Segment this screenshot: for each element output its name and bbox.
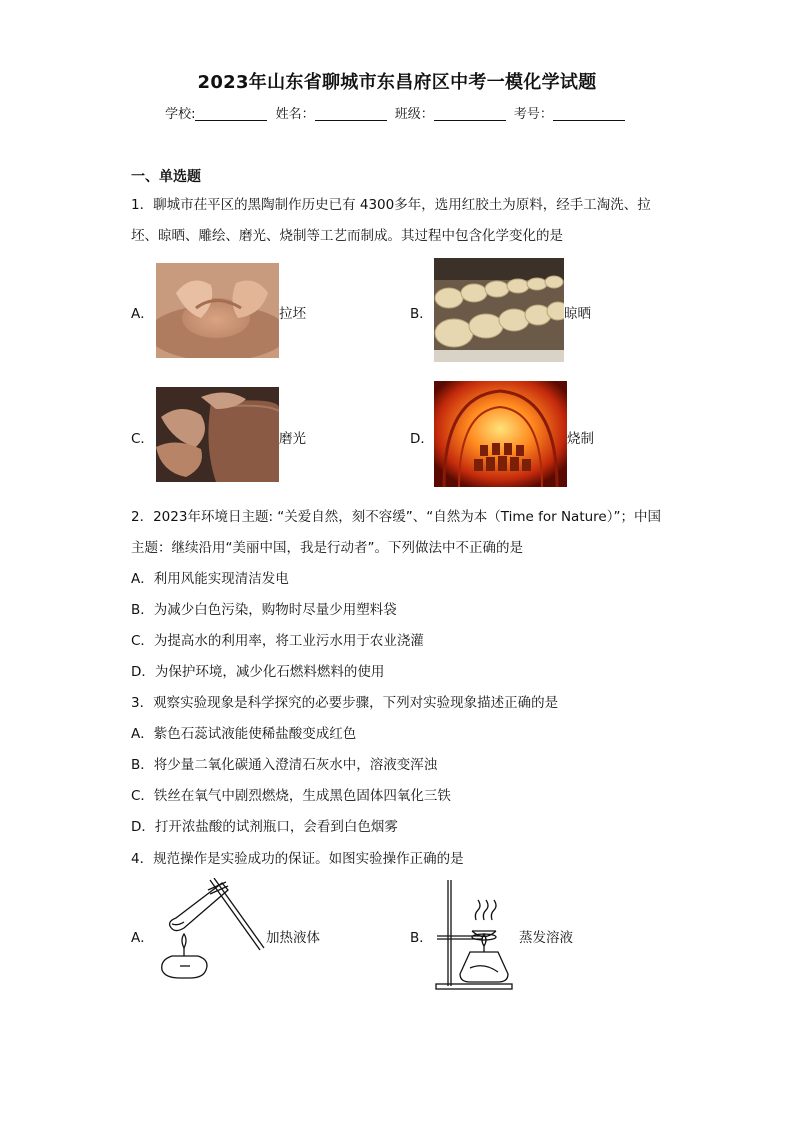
kiln-firing-image bbox=[434, 381, 567, 487]
q4-option-b-label: 蒸发溶液 bbox=[519, 930, 573, 946]
pottery-throwing-image bbox=[156, 263, 279, 358]
q3-option-c[interactable]: C．铁丝在氧气中剧烈燃烧，生成黑色固体四氧化三铁 bbox=[131, 788, 451, 804]
name-label: 姓名： bbox=[275, 107, 315, 122]
polishing-pot-image bbox=[156, 387, 279, 482]
exam-number-label: 考号： bbox=[513, 107, 553, 122]
student-info-line bbox=[0, 103, 794, 122]
q4-stem: 4．规范操作是实验成功的保证。如图实验操作正确的是 bbox=[131, 851, 464, 867]
q2-option-a[interactable]: A．利用风能实现清洁发电 bbox=[131, 571, 289, 587]
exam-number-blank[interactable] bbox=[553, 106, 625, 121]
q1-option-a-letter[interactable]: A． bbox=[131, 306, 154, 322]
q4-option-a-label: 加热液体 bbox=[266, 930, 320, 946]
q1-option-d-label: 烧制 bbox=[567, 431, 594, 447]
q3-option-b[interactable]: B．将少量二氧化碳通入澄清石灰水中，溶液变浑浊 bbox=[131, 757, 438, 773]
q2-option-c[interactable]: C．为提高水的利用率，将工业污水用于农业浇灌 bbox=[131, 633, 424, 649]
q1-stem-line2: 坯、晾晒、雕绘、磨光、烧制等工艺而制成。其过程中包含化学变化的是 bbox=[131, 228, 563, 244]
evaporating-solution-diagram bbox=[432, 876, 517, 992]
section-heading: 一、单选题 bbox=[131, 169, 201, 185]
school-blank[interactable] bbox=[195, 106, 267, 121]
q3-option-a[interactable]: A．紫色石蕊试液能使稀盐酸变成红色 bbox=[131, 726, 357, 742]
page-title: 2023年山东省聊城市东昌府区中考一模化学试题 bbox=[197, 72, 597, 93]
class-label: 班级： bbox=[394, 107, 434, 122]
q1-option-a-label: 拉坯 bbox=[279, 306, 306, 322]
q1-option-c-letter[interactable]: C． bbox=[131, 431, 154, 447]
q2-stem-line2: 主题：继续沿用“美丽中国，我是行动者”。下列做法中不正确的是 bbox=[131, 540, 523, 556]
q1-option-b-letter[interactable]: B． bbox=[410, 306, 433, 322]
drying-bowls-image bbox=[434, 258, 564, 362]
class-blank[interactable] bbox=[434, 106, 506, 121]
q2-option-d[interactable]: D．为保护环境，减少化石燃料燃料的使用 bbox=[131, 664, 385, 680]
q3-option-d[interactable]: D．打开浓盐酸的试剂瓶口，会看到白色烟雾 bbox=[131, 819, 398, 835]
q2-stem-line1: 2．2023年环境日主题: “关爱自然，刻不容缓”、“自然为本（Time for Nature）”；中国 bbox=[131, 509, 661, 525]
school-label: 学校: bbox=[165, 107, 196, 122]
q4-option-a-letter[interactable]: A． bbox=[131, 930, 154, 946]
q1-option-d-letter[interactable]: D． bbox=[410, 431, 434, 447]
q4-option-b-letter[interactable]: B． bbox=[410, 930, 433, 946]
q2-option-b[interactable]: B．为减少白色污染，购物时尽量少用塑料袋 bbox=[131, 602, 397, 618]
q3-stem: 3．观察实验现象是科学探究的必要步骤，下列对实验现象描述正确的是 bbox=[131, 695, 559, 711]
q1-stem-line1: 1．聊城市茌平区的黑陶制作历史已有 4300多年，选用红胶土为原料，经手工淘洗、拉 bbox=[131, 197, 651, 213]
heating-liquid-diagram bbox=[150, 878, 265, 988]
q1-option-c-label: 磨光 bbox=[279, 431, 306, 447]
q1-option-b-label: 晾晒 bbox=[564, 306, 591, 322]
name-blank[interactable] bbox=[315, 106, 387, 121]
